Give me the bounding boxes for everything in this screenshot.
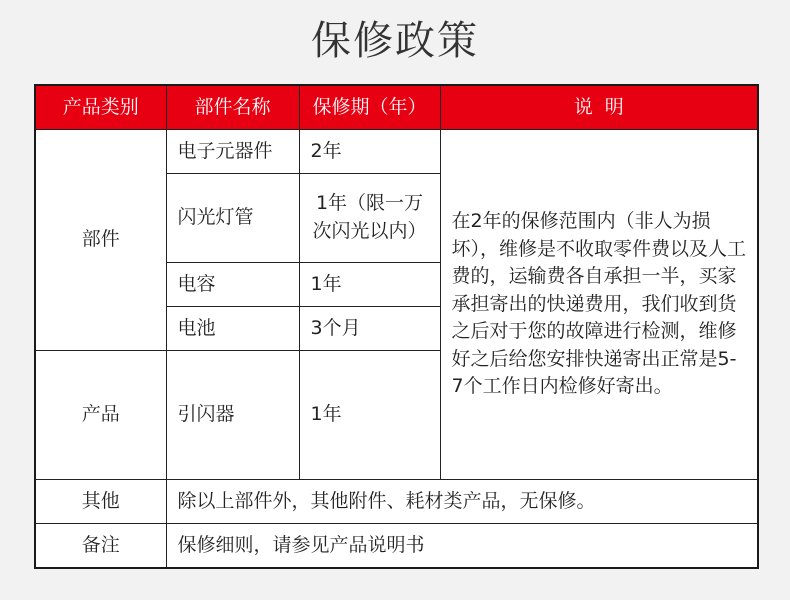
period-cell: 2年 (299, 130, 440, 174)
page-title: 保修政策 (311, 18, 479, 64)
warranty-policy-table (34, 84, 759, 569)
category-parts: 部件 (35, 130, 166, 351)
category-remark: 备注 (35, 524, 166, 568)
part-name-cell: 闪光灯管 (166, 174, 299, 263)
period-cell: 1年（限一万次闪光以内） (299, 174, 440, 263)
period-cell: 1年 (299, 351, 440, 480)
period-cell: 3个月 (299, 307, 440, 351)
table-row (35, 479, 758, 523)
header-category: 产品类别 (35, 85, 166, 130)
table-row (35, 524, 758, 568)
header-part-name: 部件名称 (166, 85, 299, 130)
table-row (35, 130, 758, 174)
table-header-row (35, 85, 758, 130)
remark-text: 保修细则，请参见产品说明书 (166, 524, 758, 568)
other-text: 除以上部件外，其他附件、耗材类产品，无保修。 (166, 479, 758, 523)
header-period: 保修期（年） (299, 85, 440, 130)
warranty-description: 在2年的保修范围内（非人为损坏），维修是不收取零件费以及人工费的，运输费各自承担一半，买家承担寄出的快递费用，我们收到货之后对于您的故障进行检测，维修好之后给您安排快递寄出正常是5-7个工作日内检修好寄出。 (440, 130, 758, 480)
header-note: 说 明 (440, 85, 758, 130)
part-name-cell: 电子元器件 (166, 130, 299, 174)
part-name-cell: 电容 (166, 262, 299, 306)
category-other: 其他 (35, 479, 166, 523)
period-cell: 1年 (299, 262, 440, 306)
part-name-cell: 电池 (166, 307, 299, 351)
part-name-cell: 引闪器 (166, 351, 299, 480)
category-product: 产品 (35, 351, 166, 480)
